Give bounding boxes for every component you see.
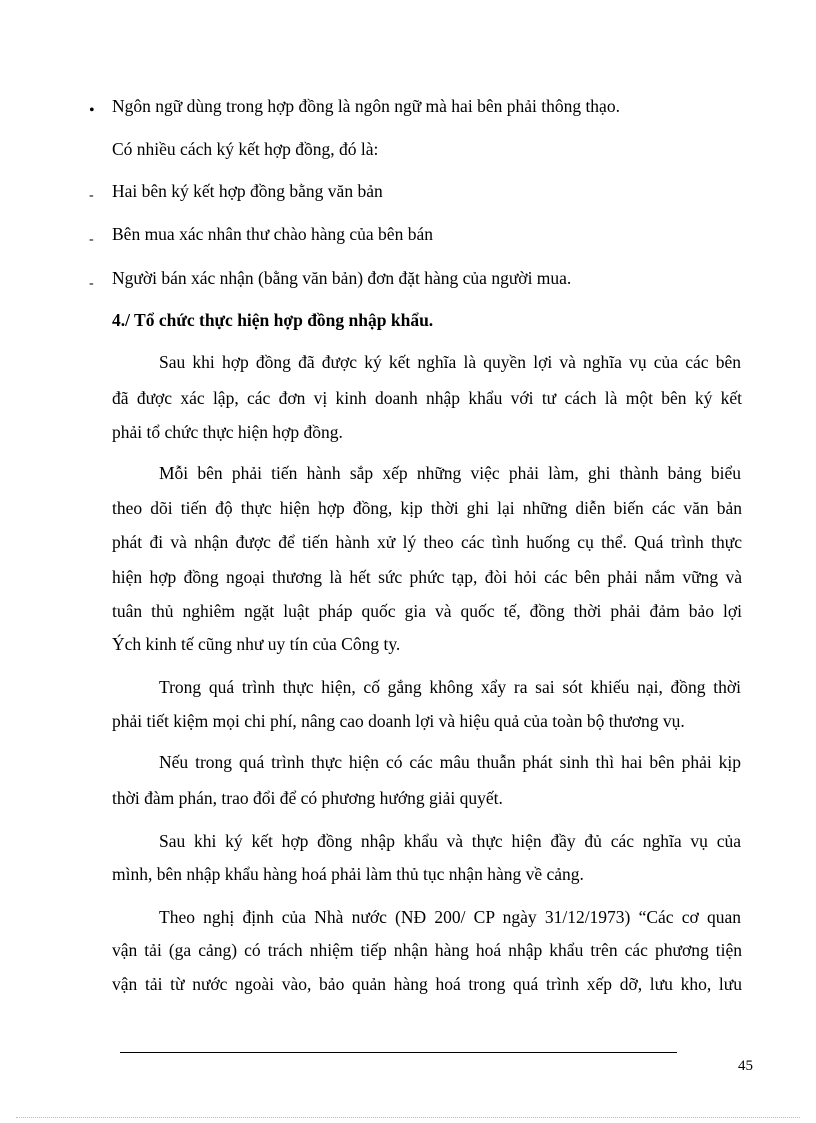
paragraph-line: theo dõi tiến độ thực hiện hợp đồng, kịp thời ghi lại những diễn biến các văn bản <box>112 498 742 518</box>
paragraph-line: mình, bên nhập khẩu hàng hoá phải làm thủ tục nhận hàng về cảng. <box>112 864 584 884</box>
paragraph-line: phải tiết kiệm mọi chi phí, nâng cao doanh lợi và hiệu quả của toàn bộ thương vụ. <box>112 711 685 731</box>
section-heading: 4./ Tổ chức thực hiện hợp đồng nhập khẩu. <box>112 310 434 330</box>
bullet-item-language: Ngôn ngữ dùng trong hợp đồng là ngôn ngữ mà hai bên phải thông thạo. <box>112 96 620 116</box>
paragraph-line: tuân thủ nghiêm ngặt luật pháp quốc gia và quốc tế, đồng thời phải đảm bảo lợi <box>112 601 742 621</box>
dash-item-written: Hai bên ký kết hợp đồng bằng văn bản <box>112 181 383 201</box>
bullet-dot-icon: • <box>89 102 95 119</box>
dash-icon: - <box>89 232 94 247</box>
paragraph-line: Ých kinh tế cũng như uy tín của Công ty. <box>112 634 401 654</box>
page-edge-divider <box>16 1117 800 1118</box>
paragraph-line: hiện hợp đồng ngoại thương là hết sức phức tạp, đòi hỏi các bên phải nắm vững và <box>112 567 742 587</box>
paragraph-line: vận tải từ nước ngoài vào, bảo quản hàng hoá trong quá trình xếp dỡ, lưu kho, lưu <box>112 974 742 994</box>
paragraph-line: thời đàm phán, trao đổi để có phương hướng giải quyết. <box>112 788 503 808</box>
paragraph-line: Sau khi hợp đồng đã được ký kết nghĩa là quyền lợi và nghĩa vụ của các bên <box>159 352 741 372</box>
paragraph-line: Theo nghị định của Nhà nước (NĐ 200/ CP ngày 31/12/1973) “Các cơ quan <box>159 907 741 927</box>
footer-rule <box>120 1052 677 1053</box>
dash-icon: - <box>89 188 94 203</box>
paragraph-line: phải tổ chức thực hiện hợp đồng. <box>112 422 343 442</box>
intro-signing-methods: Có nhiều cách ký kết hợp đồng, đó là: <box>112 139 379 159</box>
paragraph-line: Mỗi bên phải tiến hành sắp xếp những việc phải làm, ghi thành bảng biểu <box>159 463 741 483</box>
paragraph-line: Trong quá trình thực hiện, cố gắng không xẩy ra sai sót khiếu nại, đồng thời <box>159 677 741 697</box>
dash-item-buyer-confirms: Bên mua xác nhân thư chào hàng của bên bán <box>112 224 433 244</box>
paragraph-line: đã được xác lập, các đơn vị kinh doanh nhập khẩu với tư cách là một bên ký kết <box>112 388 742 408</box>
paragraph-line: Sau khi ký kết hợp đồng nhập khẩu và thực hiện đầy đủ các nghĩa vụ của <box>159 831 741 851</box>
paragraph-line: vận tải (ga cảng) có trách nhiệm tiếp nhận hàng hoá nhập khẩu trên các phương tiện <box>112 940 742 960</box>
paragraph-line: Nếu trong quá trình thực hiện có các mâu thuẫn phát sinh thì hai bên phải kịp <box>159 752 741 772</box>
dash-item-seller-confirms: Người bán xác nhận (bằng văn bản) đơn đặt hàng của người mua. <box>112 268 572 288</box>
dash-icon: - <box>89 276 94 291</box>
page-number: 45 <box>738 1058 753 1074</box>
paragraph-line: phát đi và nhận được để tiến hành xử lý theo các tình huống cụ thể. Quá trình thực <box>112 532 742 552</box>
